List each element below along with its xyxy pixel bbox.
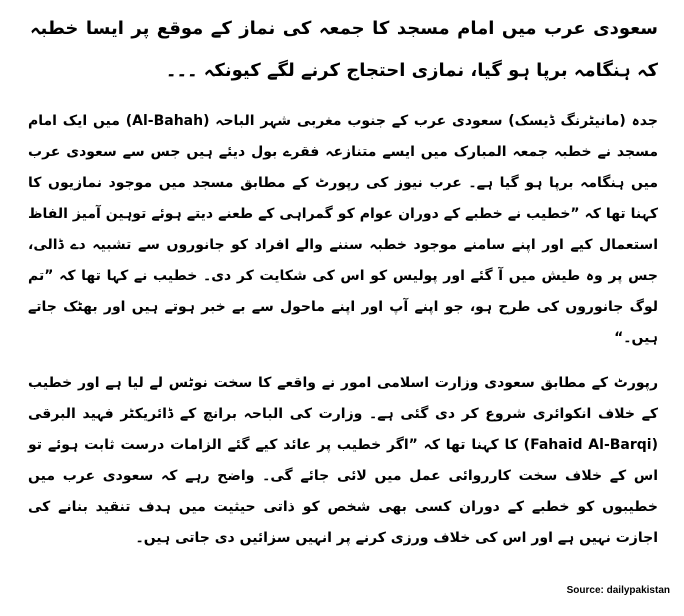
article-headline: سعودی عرب میں امام مسجد کا جمعہ کی نماز کے موقع پر ایسا خطبہ کہ ہنگامہ برپا ہو گیا، نمازی احتجاج کرنے لگے کیونکہ ۔۔۔ — [30, 18, 658, 81]
article-paragraph-1: جدہ (مانیٹرنگ ڈیسک) سعودی عرب کے جنوب مغربی شہر الباحہ (Al-Bahah) میں ایک امام مسجد نے خطبہ جمعہ المبارک میں ایسے متنازعہ فقرے بول دیئے ہیں جس سے سعودی عرب میں ہنگامہ برپا ہو گیا ہے۔ عرب نیوز کی رپورٹ کے مطابق مسجد میں موجود نمازیوں کا کہنا تھا کہ ”خطیب نے خطبے کے دوران عوام کو گمراہی کے طعنے دیتے ہوئے توہین آمیز الفاظ استعمال کیے اور اپنے سامنے موجود خطبہ سننے والے افراد کو جانوروں سے تشبیہ دے ڈالی، جس پر وہ طیش میں آ گئے اور پولیس کو اس کی شکایت کر دی۔ خطیب نے کہا تھا کہ ”تم لوگ جانوروں کی طرح ہو، جو اپنے آپ اور اپنے ماحول سے بے خبر ہوتے ہیں اور بھٹک جاتے ہیں۔“ — [28, 113, 658, 346]
article-paragraph-2: رپورٹ کے مطابق سعودی وزارت اسلامی امور نے واقعے کا سخت نوٹس لے لیا ہے اور خطیب کے خلاف انکوائری شروع کر دی گئی ہے۔ وزارت کی الباحہ برانچ کے ڈائریکٹر فہید البرقی (Fahaid Al-Barqi) کا کہنا تھا کہ ”اگر خطیب پر عائد کیے گئے الزامات درست ثابت ہوئے تو اس کے خلاف سخت کارروائی عمل میں لائی جائے گی۔ واضح رہے کہ سعودی عرب میں خطیبوں کو خطبے کے دوران کسی بھی شخص کو ذاتی حیثیت میں ہدف تنقید بنانے کی اجازت نہیں ہے اور اس کی خلاف ورزی کرنے پر انہیں سزائیں دی جاتی ہیں۔ — [28, 375, 658, 546]
source-credit: Source: dailypakistan — [566, 585, 670, 596]
news-article — [18, 8, 666, 568]
